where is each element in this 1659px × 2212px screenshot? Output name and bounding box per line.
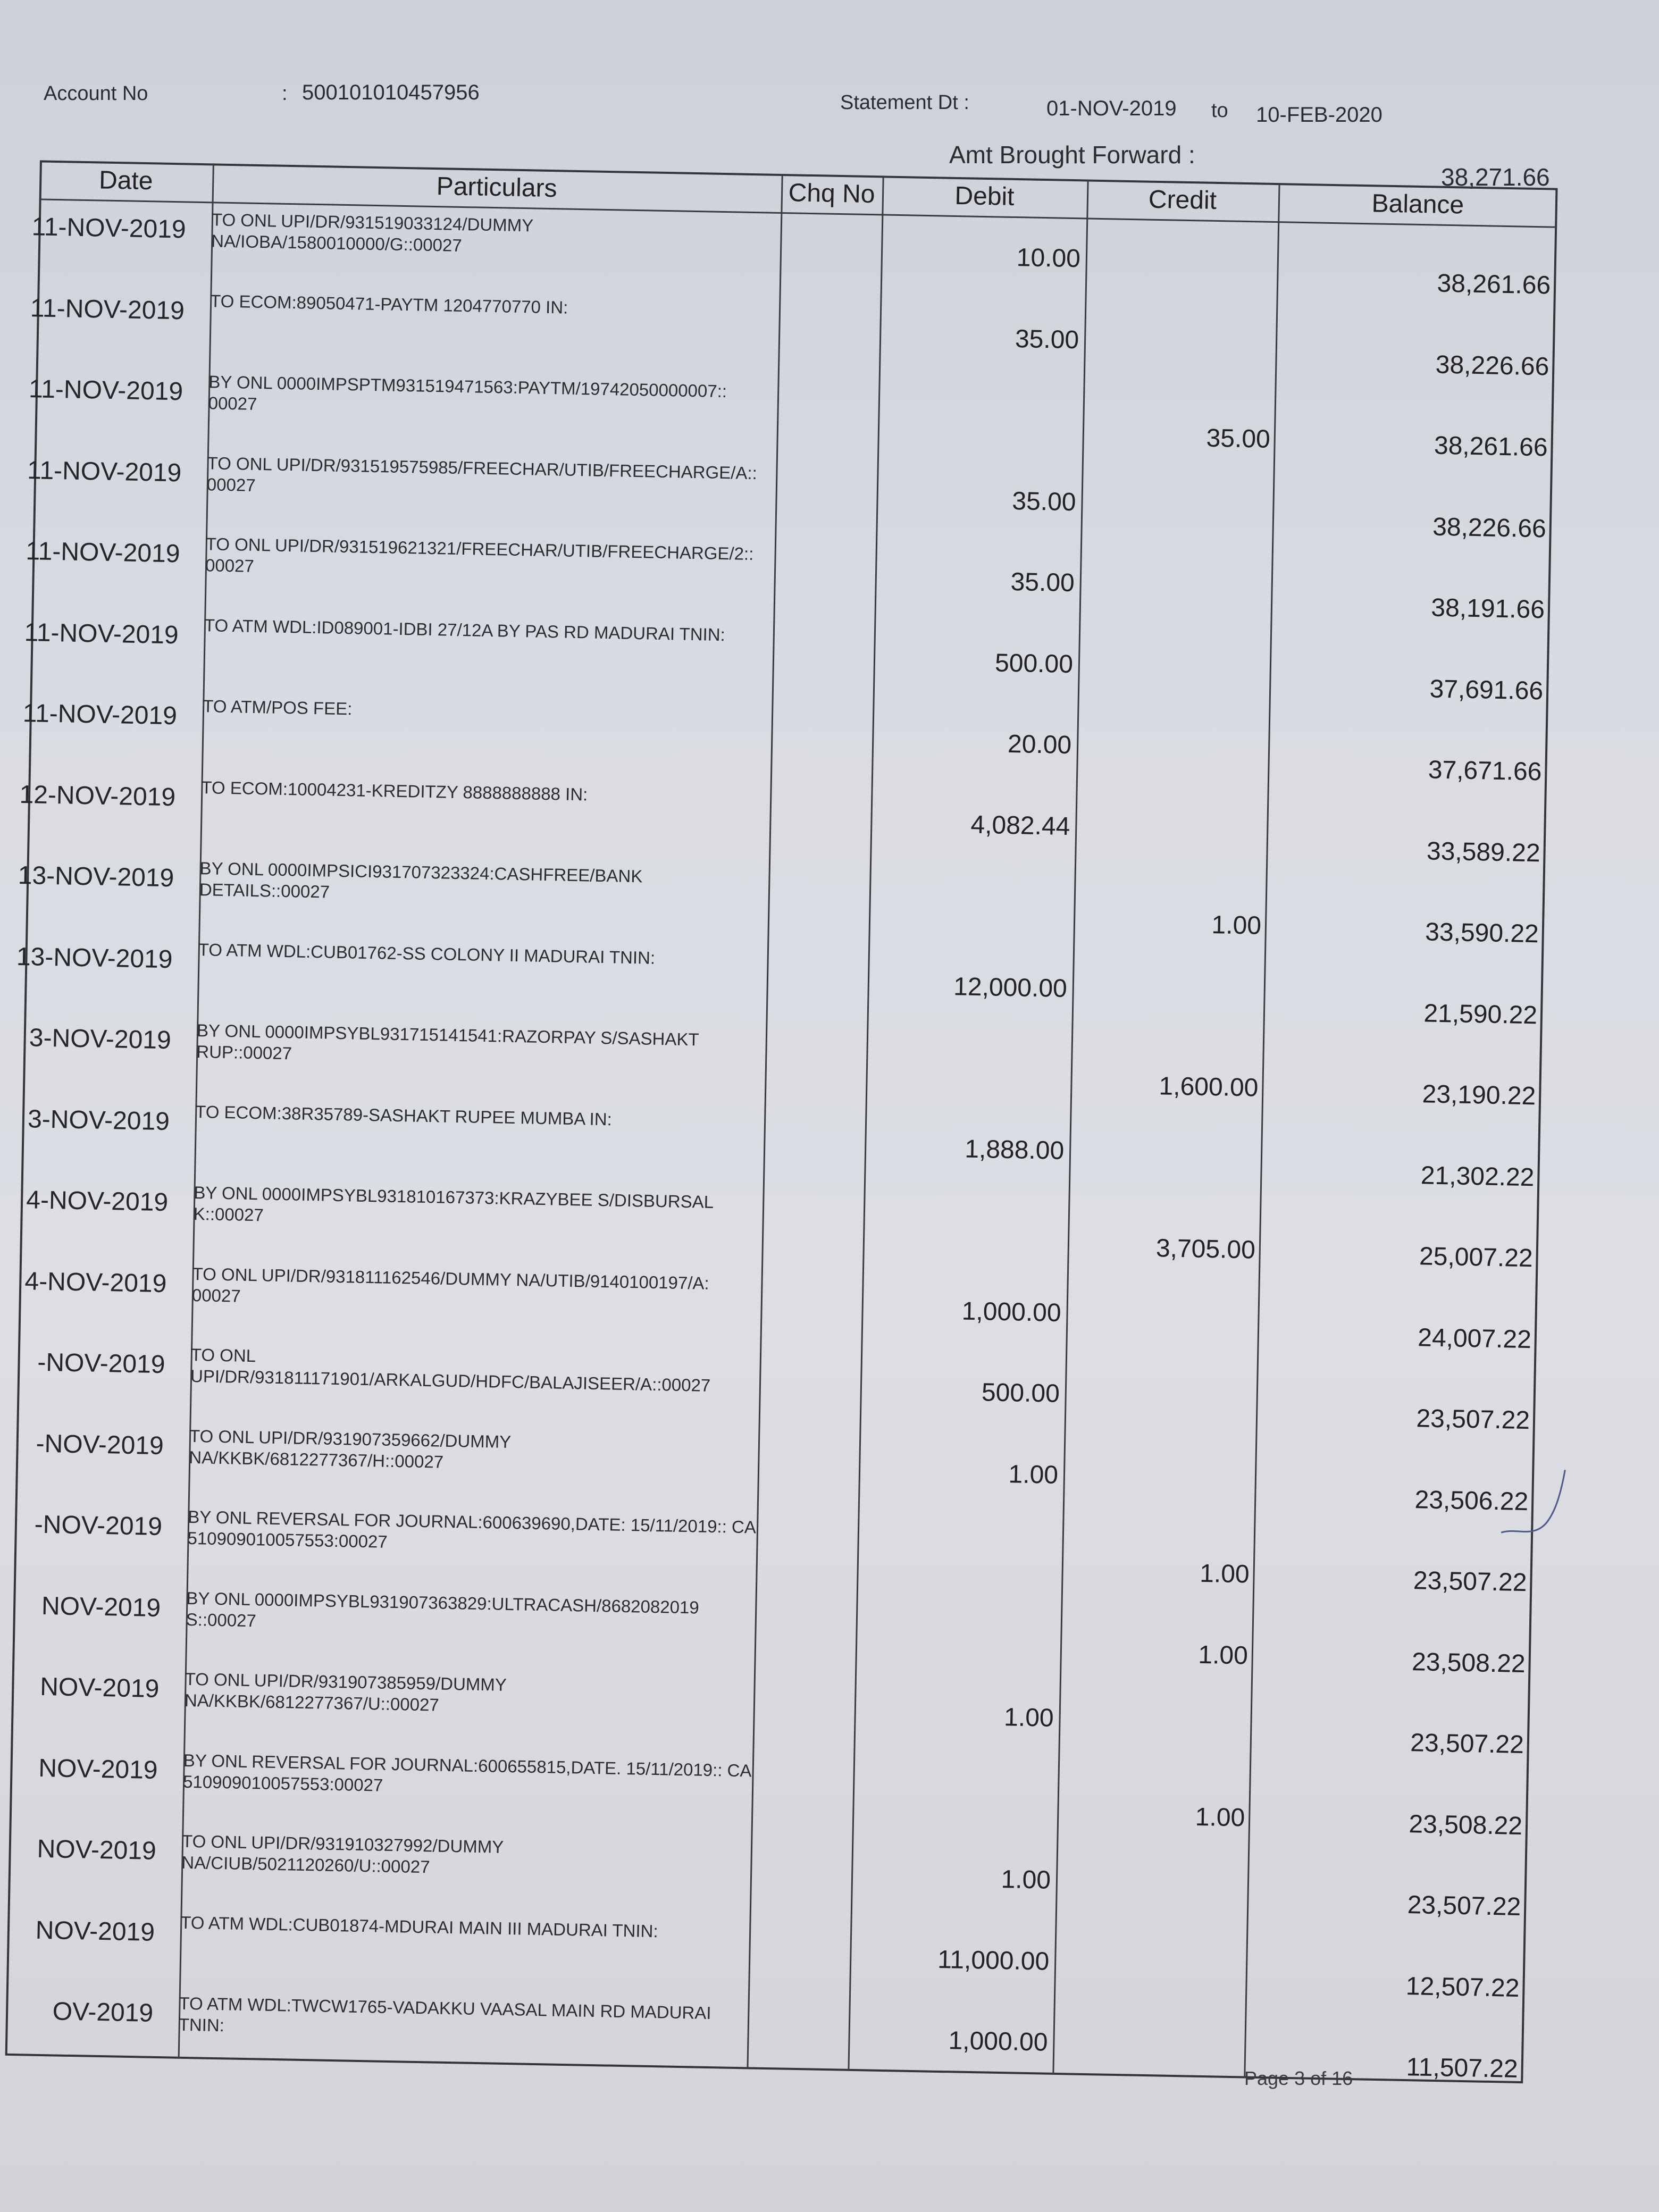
transaction-debit [897, 403, 1078, 406]
transaction-balance: 38,226.66 [1432, 512, 1547, 543]
brought-forward-label: Amt Brought Forward : [949, 141, 1195, 169]
transaction-date: 12-NOV-2019 [19, 780, 176, 811]
transaction-particulars: BY ONL 0000IMPSYBL931907363829:ULTRACASH/8682082019 S::00027 [186, 1588, 700, 1630]
transaction-credit: 1.00 [1199, 1559, 1250, 1589]
transaction-date: 3-NOV-2019 [29, 1024, 172, 1055]
transaction-debit [875, 1619, 1055, 1622]
transaction-date: NOV-2019 [35, 1916, 155, 1947]
transaction-balance: 21,302.22 [1420, 1161, 1535, 1192]
transaction-debit [885, 1052, 1066, 1055]
transaction-balance: 23,507.22 [1416, 1404, 1530, 1435]
transaction-balance: 23,507.22 [1413, 1566, 1527, 1597]
transaction-debit: 1,000.00 [948, 2026, 1048, 2057]
transaction-date: 13-NOV-2019 [18, 861, 174, 893]
transaction-credit: 1.00 [1211, 911, 1262, 940]
transaction-debit: 1.00 [1001, 1865, 1051, 1895]
transaction-particulars: TO ONL UPI/DR/931907385959/DUMMY NA/KKBK/6812277367/U::00027 [184, 1669, 507, 1715]
transaction-date: 11-NOV-2019 [27, 456, 182, 487]
transaction-particulars: TO ATM WDL:TWCW1765-VADAKKU VAASAL MAIN RD MADURAI TNIN: [178, 1993, 711, 2035]
transaction-particulars: TO ATM WDL:ID089001-IDBI 27/12A BY PAS RD MADURAI TNIN: [204, 615, 726, 644]
transaction-debit: 35.00 [1010, 567, 1075, 598]
transaction-particulars: BY ONL 0000IMPSYBL931715141541:RAZORPAY S/SASHAKT RUP::00027 [196, 1020, 699, 1063]
transaction-particulars: BY ONL 0000IMPSYBL931810167373:KRAZYBEE S/DISBURSAL K::00027 [193, 1183, 714, 1225]
transaction-balance: 38,261.66 [1437, 269, 1551, 300]
transaction-date: NOV-2019 [38, 1754, 158, 1784]
transaction-balance: 25,007.22 [1419, 1242, 1534, 1273]
transaction-credit [1066, 1719, 1247, 1722]
transaction-credit [1087, 584, 1268, 587]
column-header-particulars: Particulars [436, 172, 558, 203]
transaction-date: 11-NOV-2019 [30, 294, 185, 325]
transaction-balance: 21,590.22 [1423, 999, 1538, 1029]
transaction-credit [1070, 1476, 1251, 1479]
transaction-balance: 23,190.22 [1422, 1080, 1536, 1111]
transaction-credit [1074, 1313, 1254, 1317]
transaction-debit: 35.00 [1011, 487, 1077, 516]
transaction-particulars: TO ONL UPI/DR/931519575985/FREECHAR/UTIB/FREECHARGE/A:: 00027 [206, 453, 758, 495]
transaction-balance: 38,226.66 [1435, 350, 1549, 381]
transaction-credit [1061, 1962, 1242, 1965]
transaction-debit: 1,000.00 [961, 1297, 1062, 1327]
transaction-date: 11-NOV-2019 [24, 618, 179, 649]
transactions-table [0, 160, 1558, 2083]
transaction-balance: 24,007.22 [1417, 1323, 1532, 1354]
transaction-balance: 23,507.22 [1410, 1729, 1524, 1759]
transaction-debit [888, 890, 1069, 893]
brought-forward-value: 38,271.66 [1441, 163, 1550, 191]
transaction-date: 11-NOV-2019 [26, 537, 180, 568]
transaction-particulars: BY ONL REVERSAL FOR JOURNAL:600655815,DATE. 15/11/2019:: CA 510909010057553:00027 [182, 1750, 751, 1795]
transaction-date: OV-2019 [52, 1997, 154, 2027]
transaction-debit: 1.00 [1008, 1460, 1059, 1489]
account-number-colon: : [282, 82, 288, 105]
statement-to-word: to [1211, 99, 1228, 122]
transaction-debit: 500.00 [981, 1378, 1060, 1408]
transaction-balance: 23,508.22 [1411, 1647, 1526, 1678]
transaction-credit [1084, 746, 1264, 749]
transaction-balance: 23,508.22 [1409, 1809, 1523, 1840]
transaction-balance: 37,671.66 [1428, 756, 1542, 786]
transaction-date: 3-NOV-2019 [27, 1104, 170, 1136]
transaction-balance: 37,691.66 [1429, 674, 1544, 705]
transaction-particulars: BY ONL 0000IMPSICI931707323324:CASHFREE/BANK DETAILS::00027 [199, 858, 643, 902]
transaction-credit [1060, 2043, 1241, 2046]
transaction-debit: 1,888.00 [964, 1135, 1065, 1165]
account-number-label: Account No [44, 82, 148, 105]
transaction-balance: 23,506.22 [1414, 1485, 1529, 1516]
transaction-particulars: TO ATM WDL:CUB01874-MDURAI MAIN III MADURAI TNIN: [180, 1912, 658, 1941]
transaction-credit: 1.00 [1195, 1803, 1245, 1832]
transaction-particulars: TO ONL UPI/DR/931519621321/FREECHAR/UTIB/FREECHARGE/2:: 00027 [205, 534, 754, 576]
transaction-balance: 33,590.22 [1425, 918, 1539, 949]
page-number: Page 3 of 16 [1244, 2067, 1353, 2089]
transaction-debit: 20.00 [1007, 730, 1072, 760]
transaction-particulars: TO ATM WDL:CUB01762-SS COLONY II MADURAI TNIN: [198, 939, 656, 968]
column-header-date: Date [98, 166, 153, 196]
transaction-credit [1076, 1151, 1257, 1154]
transaction-particulars: TO ONL UPI/DR/931519033124/DUMMY NA/IOBA/1580010000/G::00027 [211, 210, 533, 255]
transaction-particulars: BY ONL REVERSAL FOR JOURNAL:600639690,DATE: 15/11/2019:: CA 510909010057553:00027 [187, 1506, 756, 1552]
transaction-date: NOV-2019 [37, 1834, 157, 1865]
transaction-balance: 11,507.22 [1406, 2053, 1519, 2083]
transaction-date: 13-NOV-2019 [16, 942, 173, 974]
transaction-balance: 33,589.22 [1426, 836, 1541, 867]
transaction-debit: 1.00 [1003, 1703, 1054, 1732]
transaction-debit [872, 1781, 1052, 1784]
transaction-particulars: BY ONL 0000IMPSPTM931519471563:PAYTM/19742050000007:: 00027 [208, 372, 727, 414]
account-number-value: 500101010457956 [302, 81, 480, 104]
transaction-credit: 3,705.00 [1155, 1234, 1256, 1264]
transaction-credit [1088, 502, 1269, 506]
transaction-date: 11-NOV-2019 [28, 375, 183, 406]
column-header-chq-no: Chq No [788, 179, 875, 209]
transaction-date: 4-NOV-2019 [24, 1267, 167, 1298]
statement-date-label: Statement Dt : [840, 91, 969, 114]
transaction-credit [1063, 1881, 1244, 1884]
transaction-balance: 38,191.66 [1430, 593, 1545, 624]
transaction-credit [1072, 1394, 1253, 1397]
transaction-credit [1082, 827, 1263, 830]
transaction-debit: 11,000.00 [937, 1945, 1050, 1976]
transaction-credit: 35.00 [1206, 424, 1271, 454]
transaction-credit [1093, 259, 1273, 263]
transaction-date: 4-NOV-2019 [26, 1186, 169, 1217]
transaction-debit: 4,082.44 [970, 810, 1070, 841]
column-header-balance: Balance [1371, 189, 1464, 220]
transaction-particulars: TO ECOM:38R35789-SASHAKT RUPEE MUMBA IN: [195, 1101, 613, 1129]
transaction-credit: 1,600.00 [1159, 1072, 1259, 1102]
transaction-date: NOV-2019 [41, 1591, 161, 1622]
transaction-particulars: TO ONL UPI/DR/931811171901/ARKALGUD/HDFC/BALAJISEER/A::00027 [190, 1344, 711, 1395]
pen-mark-check [1496, 1463, 1572, 1550]
transaction-debit [882, 1214, 1063, 1217]
transaction-debit: 12,000.00 [953, 972, 1068, 1003]
transaction-particulars: TO ECOM:89050471-PAYTM 1204770770 IN: [210, 290, 568, 317]
transaction-debit: 35.00 [1015, 324, 1079, 354]
transaction-date: 11-NOV-2019 [31, 213, 187, 244]
transaction-credit [1079, 989, 1260, 992]
transaction-credit [1091, 340, 1272, 343]
transaction-debit: 500.00 [994, 648, 1074, 678]
transaction-date: NOV-2019 [39, 1672, 160, 1703]
transaction-particulars: TO ATM/POS FEE: [202, 696, 353, 719]
transaction-particulars: TO ONL UPI/DR/931907359662/DUMMY NA/KKBK/6812277367/H::00027 [189, 1426, 511, 1472]
transaction-particulars: TO ONL UPI/DR/931910327992/DUMMY NA/CIUB/5021120260/U::00027 [181, 1831, 504, 1877]
column-header-debit: Debit [954, 181, 1015, 211]
transaction-credit: 1.00 [1197, 1640, 1249, 1670]
transaction-particulars: TO ECOM:10004231-KREDITZY 8888888888 IN: [201, 777, 588, 804]
transaction-balance: 38,261.66 [1434, 431, 1548, 462]
transaction-balance: 23,507.22 [1407, 1891, 1521, 1921]
transaction-date: -NOV-2019 [34, 1510, 163, 1541]
transaction-date: -NOV-2019 [37, 1348, 166, 1379]
transaction-debit: 10.00 [1016, 244, 1081, 273]
statement-from-date: 01-NOV-2019 [1046, 97, 1177, 120]
transaction-date: -NOV-2019 [36, 1429, 164, 1460]
column-header-credit: Credit [1148, 185, 1217, 215]
transaction-credit [1085, 665, 1266, 668]
transaction-date: 11-NOV-2019 [22, 699, 178, 731]
statement-to-date: 10-FEB-2020 [1256, 103, 1382, 127]
transaction-debit [876, 1538, 1057, 1541]
transaction-particulars: TO ONL UPI/DR/931811162546/DUMMY NA/UTIB/9140100197/A: 00027 [191, 1263, 710, 1306]
transaction-balance: 12,507.22 [1405, 1972, 1520, 2002]
